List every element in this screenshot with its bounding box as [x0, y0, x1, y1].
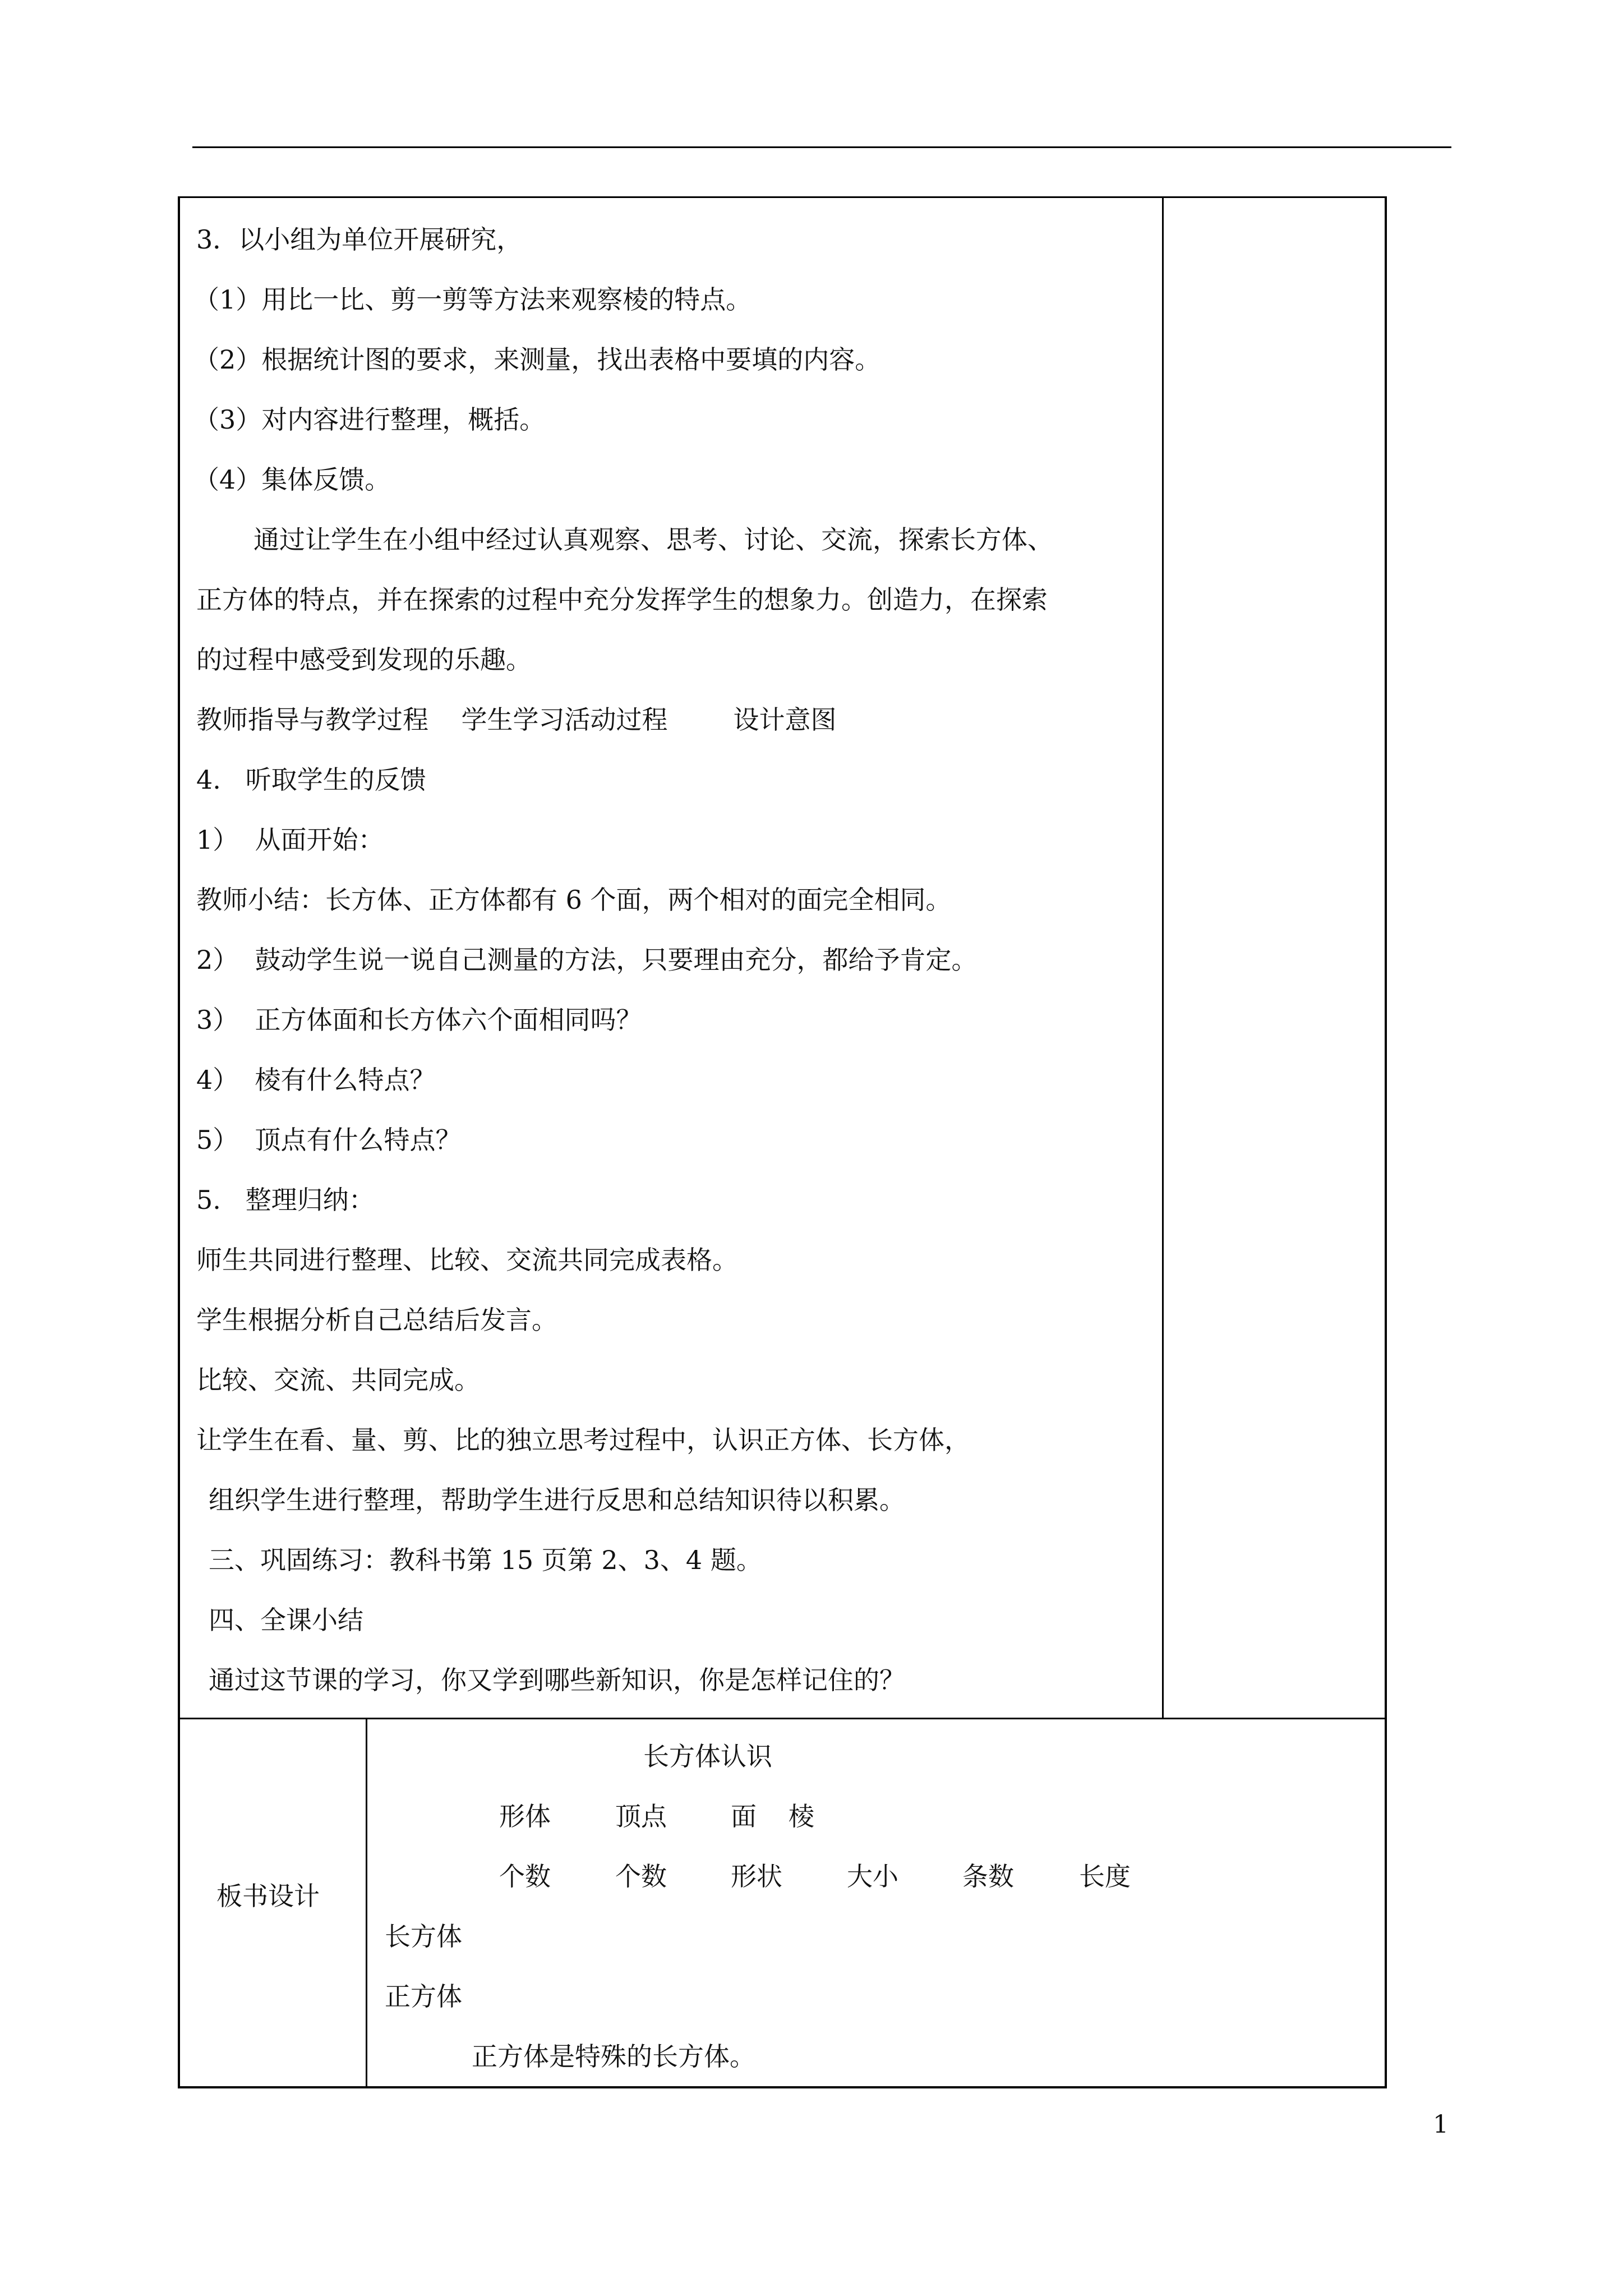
content-line: 3） 正方体面和长方体六个面相同吗？	[196, 1005, 642, 1035]
table-top-border	[178, 196, 1387, 198]
table-col-divider-label	[366, 1718, 367, 2088]
content-line: 教师小结：长方体、正方体都有 6 个面，两个相对的面完全相同。	[196, 885, 952, 915]
table-left-border	[178, 196, 180, 2088]
content-line: 的过程中感受到发现的乐趣。	[196, 645, 532, 675]
board-design-label: 板书设计	[216, 1881, 320, 1911]
content-line: 正方体的特点，并在探索的过程中充分发挥学生的想象力。创造力，在探索	[196, 585, 1048, 615]
content-line: 5. 整理归纳：	[196, 1185, 375, 1215]
board-sub-header: 个数	[615, 1861, 667, 1892]
content-line: （1）用比一比、剪一剪等方法来观察棱的特点。	[193, 284, 752, 315]
header-rule	[192, 146, 1451, 148]
content-line: 4） 棱有什么特点？	[196, 1065, 436, 1095]
content-line: 让学生在看、量、剪、比的独立思考过程中，认识正方体、长方体，	[196, 1425, 970, 1455]
content-line: 学生根据分析自己总结后发言。	[196, 1305, 557, 1335]
board-note: 正方体是特殊的长方体。	[472, 2041, 755, 2072]
board-row-label: 正方体	[385, 1981, 462, 2012]
board-sub-header: 形状	[731, 1861, 782, 1892]
content-line: 通过让学生在小组中经过认真观察、思考、讨论、交流，探索长方体、	[253, 524, 1053, 555]
board-group-header: 形体	[499, 1801, 551, 1832]
board-group-header: 顶点	[615, 1801, 667, 1832]
board-row-label: 长方体	[385, 1921, 462, 1952]
table-bottom-border	[178, 2086, 1387, 2088]
content-line: 教师指导与教学过程 学生学习活动过程 设计意图	[196, 705, 837, 735]
board-title: 长方体认识	[643, 1741, 772, 1772]
board-group-header: 面	[731, 1801, 757, 1832]
content-line: 1） 从面开始：	[196, 825, 384, 855]
content-line: 比较、交流、共同完成。	[196, 1365, 480, 1395]
board-sub-header: 长度	[1079, 1861, 1131, 1892]
content-line: 4. 听取学生的反馈	[196, 765, 426, 795]
content-line: 5） 顶点有什么特点？	[196, 1125, 462, 1155]
content-line: 组织学生进行整理，帮助学生进行反思和总结知识待以积累。	[209, 1485, 905, 1515]
content-line: （3）对内容进行整理，概括。	[193, 404, 546, 435]
content-line: 三、巩固练习：教科书第 15 页第 2、3、4 题。	[209, 1545, 762, 1575]
board-sub-header: 条数	[962, 1861, 1014, 1892]
board-sub-header: 个数	[499, 1861, 551, 1892]
table-row-divider	[178, 1718, 1387, 1719]
table-right-border	[1385, 196, 1387, 2088]
content-line: 师生共同进行整理、比较、交流共同完成表格。	[196, 1245, 738, 1275]
content-line: 3．以小组为单位开展研究，	[196, 224, 523, 255]
content-line: （2）根据统计图的要求，来测量，找出表格中要填的内容。	[193, 344, 881, 375]
page-number: 1	[1433, 2110, 1449, 2139]
table-col-divider-notes	[1162, 196, 1164, 1719]
content-line: 2） 鼓动学生说一说自己测量的方法，只要理由充分，都给予肯定。	[196, 945, 978, 975]
board-group-header: 棱	[789, 1801, 814, 1832]
content-line: （4）集体反馈。	[193, 464, 391, 495]
board-sub-header: 大小	[847, 1861, 898, 1892]
content-line: 通过这节课的学习，你又学到哪些新知识，你是怎样记住的？	[209, 1665, 905, 1695]
content-line: 四、全课小结	[209, 1605, 363, 1635]
